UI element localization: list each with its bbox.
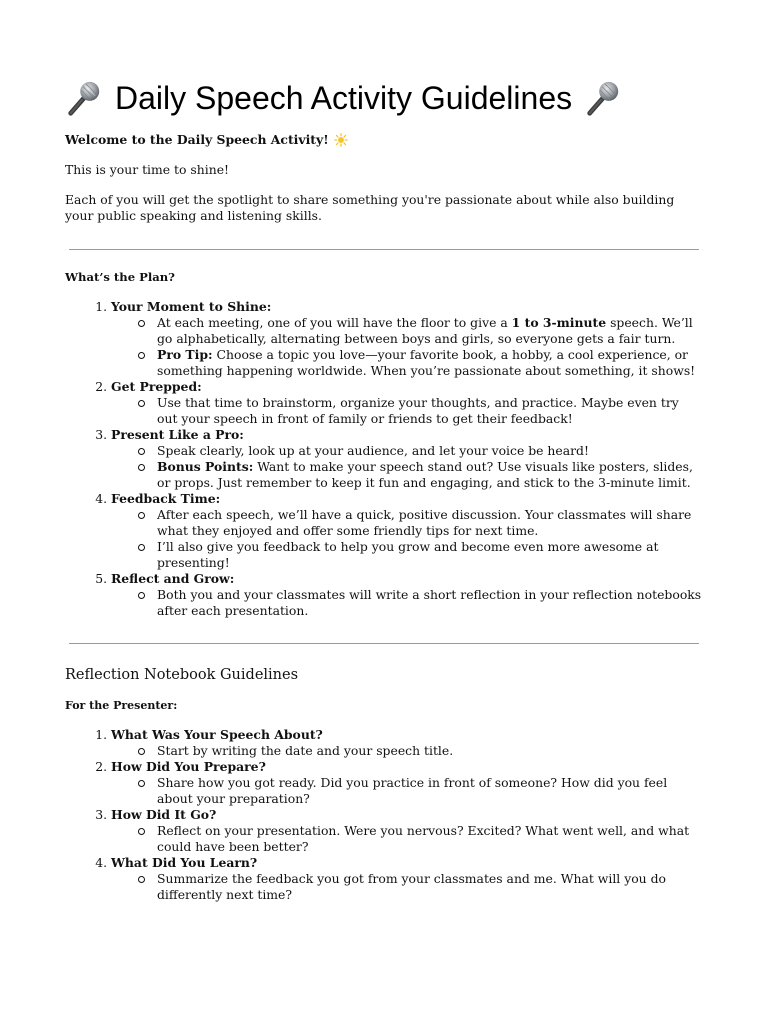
bullet-text: Want to make your speech stand out? Use visuals like posters, slides, or props. Just remember to keep it fun and engaging, and stick to the 3-minute limit. [157, 459, 693, 490]
list-item [111, 571, 702, 619]
bullet-list [111, 823, 702, 855]
bullet-item [157, 347, 702, 379]
bullet-item: Reflect on your presentation. Were you nervous? Excited? What went well, and what could have been better? [157, 823, 702, 855]
list-item [111, 427, 702, 491]
bullet-item: Summarize the feedback you got from your classmates and me. What will you do differently next time? [157, 871, 702, 903]
plan-item-title: Reflect and Grow: [111, 571, 235, 586]
reflection-heading: Reflection Notebook Guidelines [65, 667, 299, 683]
bullet-list [111, 443, 702, 491]
plan-item-title: Present Like a Pro: [111, 427, 244, 442]
bullet-item: Both you and your classmates will write a short reflection in your reflection notebooks after each presentation. [157, 587, 702, 618]
microphone-icon [65, 79, 103, 117]
list-item [111, 491, 702, 571]
bullet-list [111, 743, 702, 759]
bullet-list [111, 315, 702, 379]
bullet-item: I’ll also give you feedback to help you grow and become even more awesome at presenting! [157, 539, 702, 571]
divider [69, 643, 699, 644]
list-item [111, 379, 702, 427]
bullet-text: Choose a topic you love—your favorite book, a hobby, a cool experience, or something happening worldwide. When you’re passionate about something, it shows! [157, 347, 696, 378]
divider [69, 249, 699, 250]
document-body [65, 132, 702, 903]
welcome-line [65, 132, 702, 148]
bullet-item [157, 459, 702, 491]
plan-item-title: Your Moment to Shine: [111, 299, 272, 314]
list-item [111, 727, 702, 759]
bullet-list [111, 587, 702, 619]
intro-line-1: This is your time to shine! [65, 162, 230, 177]
bullet-item: Share how you got ready. Did you practice in front of someone? How did you feel about your preparation? [157, 775, 702, 807]
list-item [111, 807, 702, 855]
page-title [65, 78, 728, 118]
bullet-emphasis: 1 to 3-minute [511, 315, 607, 330]
bullet-item: After each speech, we’ll have a quick, positive discussion. Your classmates will share what they enjoyed and offer some friendly tips for next time. [157, 507, 702, 539]
list-item [111, 299, 702, 379]
list-item [111, 855, 702, 903]
bullet-item: Start by writing the date and your speech title. [157, 743, 702, 759]
intro-line-2: Each of you will get the spotlight to share something you're passionate about while also building your public speaking and listening skills. [65, 192, 675, 223]
plan-list [65, 299, 702, 619]
reflection-subheading: For the Presenter: [65, 699, 178, 712]
welcome-text: Welcome to the Daily Speech Activity! [65, 132, 329, 147]
plan-heading: What’s the Plan? [65, 270, 175, 284]
bullet-item: Speak clearly, look up at your audience, and let your voice be heard! [157, 443, 702, 459]
list-item [111, 759, 702, 807]
title-text: Daily Speech Activity Guidelines [115, 80, 573, 116]
plan-item-title: Feedback Time: [111, 491, 221, 506]
bullet-list [111, 507, 702, 571]
microphone-icon [584, 79, 622, 117]
reflection-item-title: What Was Your Speech About? [111, 727, 323, 742]
plan-item-title: Get Prepped: [111, 379, 202, 394]
reflection-item-title: How Did You Prepare? [111, 759, 266, 774]
sparkle-star-icon [334, 133, 348, 147]
bullet-item [157, 315, 702, 347]
reflection-item-title: How Did It Go? [111, 807, 217, 822]
bullet-emphasis: Pro Tip: [157, 347, 213, 362]
reflection-list [65, 727, 702, 903]
reflection-item-title: What Did You Learn? [111, 855, 258, 870]
bullet-list [111, 871, 702, 903]
bullet-item: Use that time to brainstorm, organize your thoughts, and practice. Maybe even try out your speech in front of family or friends to get their feedback! [157, 395, 702, 427]
bullet-text: speech. We’ll go alphabetically, alternating between boys and girls, so everyone gets a fair turn. [157, 315, 693, 346]
bullet-list [111, 395, 702, 427]
bullet-emphasis: Bonus Points: [157, 459, 254, 474]
bullet-text: At each meeting, one of you will have the floor to give a [157, 315, 512, 330]
bullet-list [111, 775, 702, 807]
